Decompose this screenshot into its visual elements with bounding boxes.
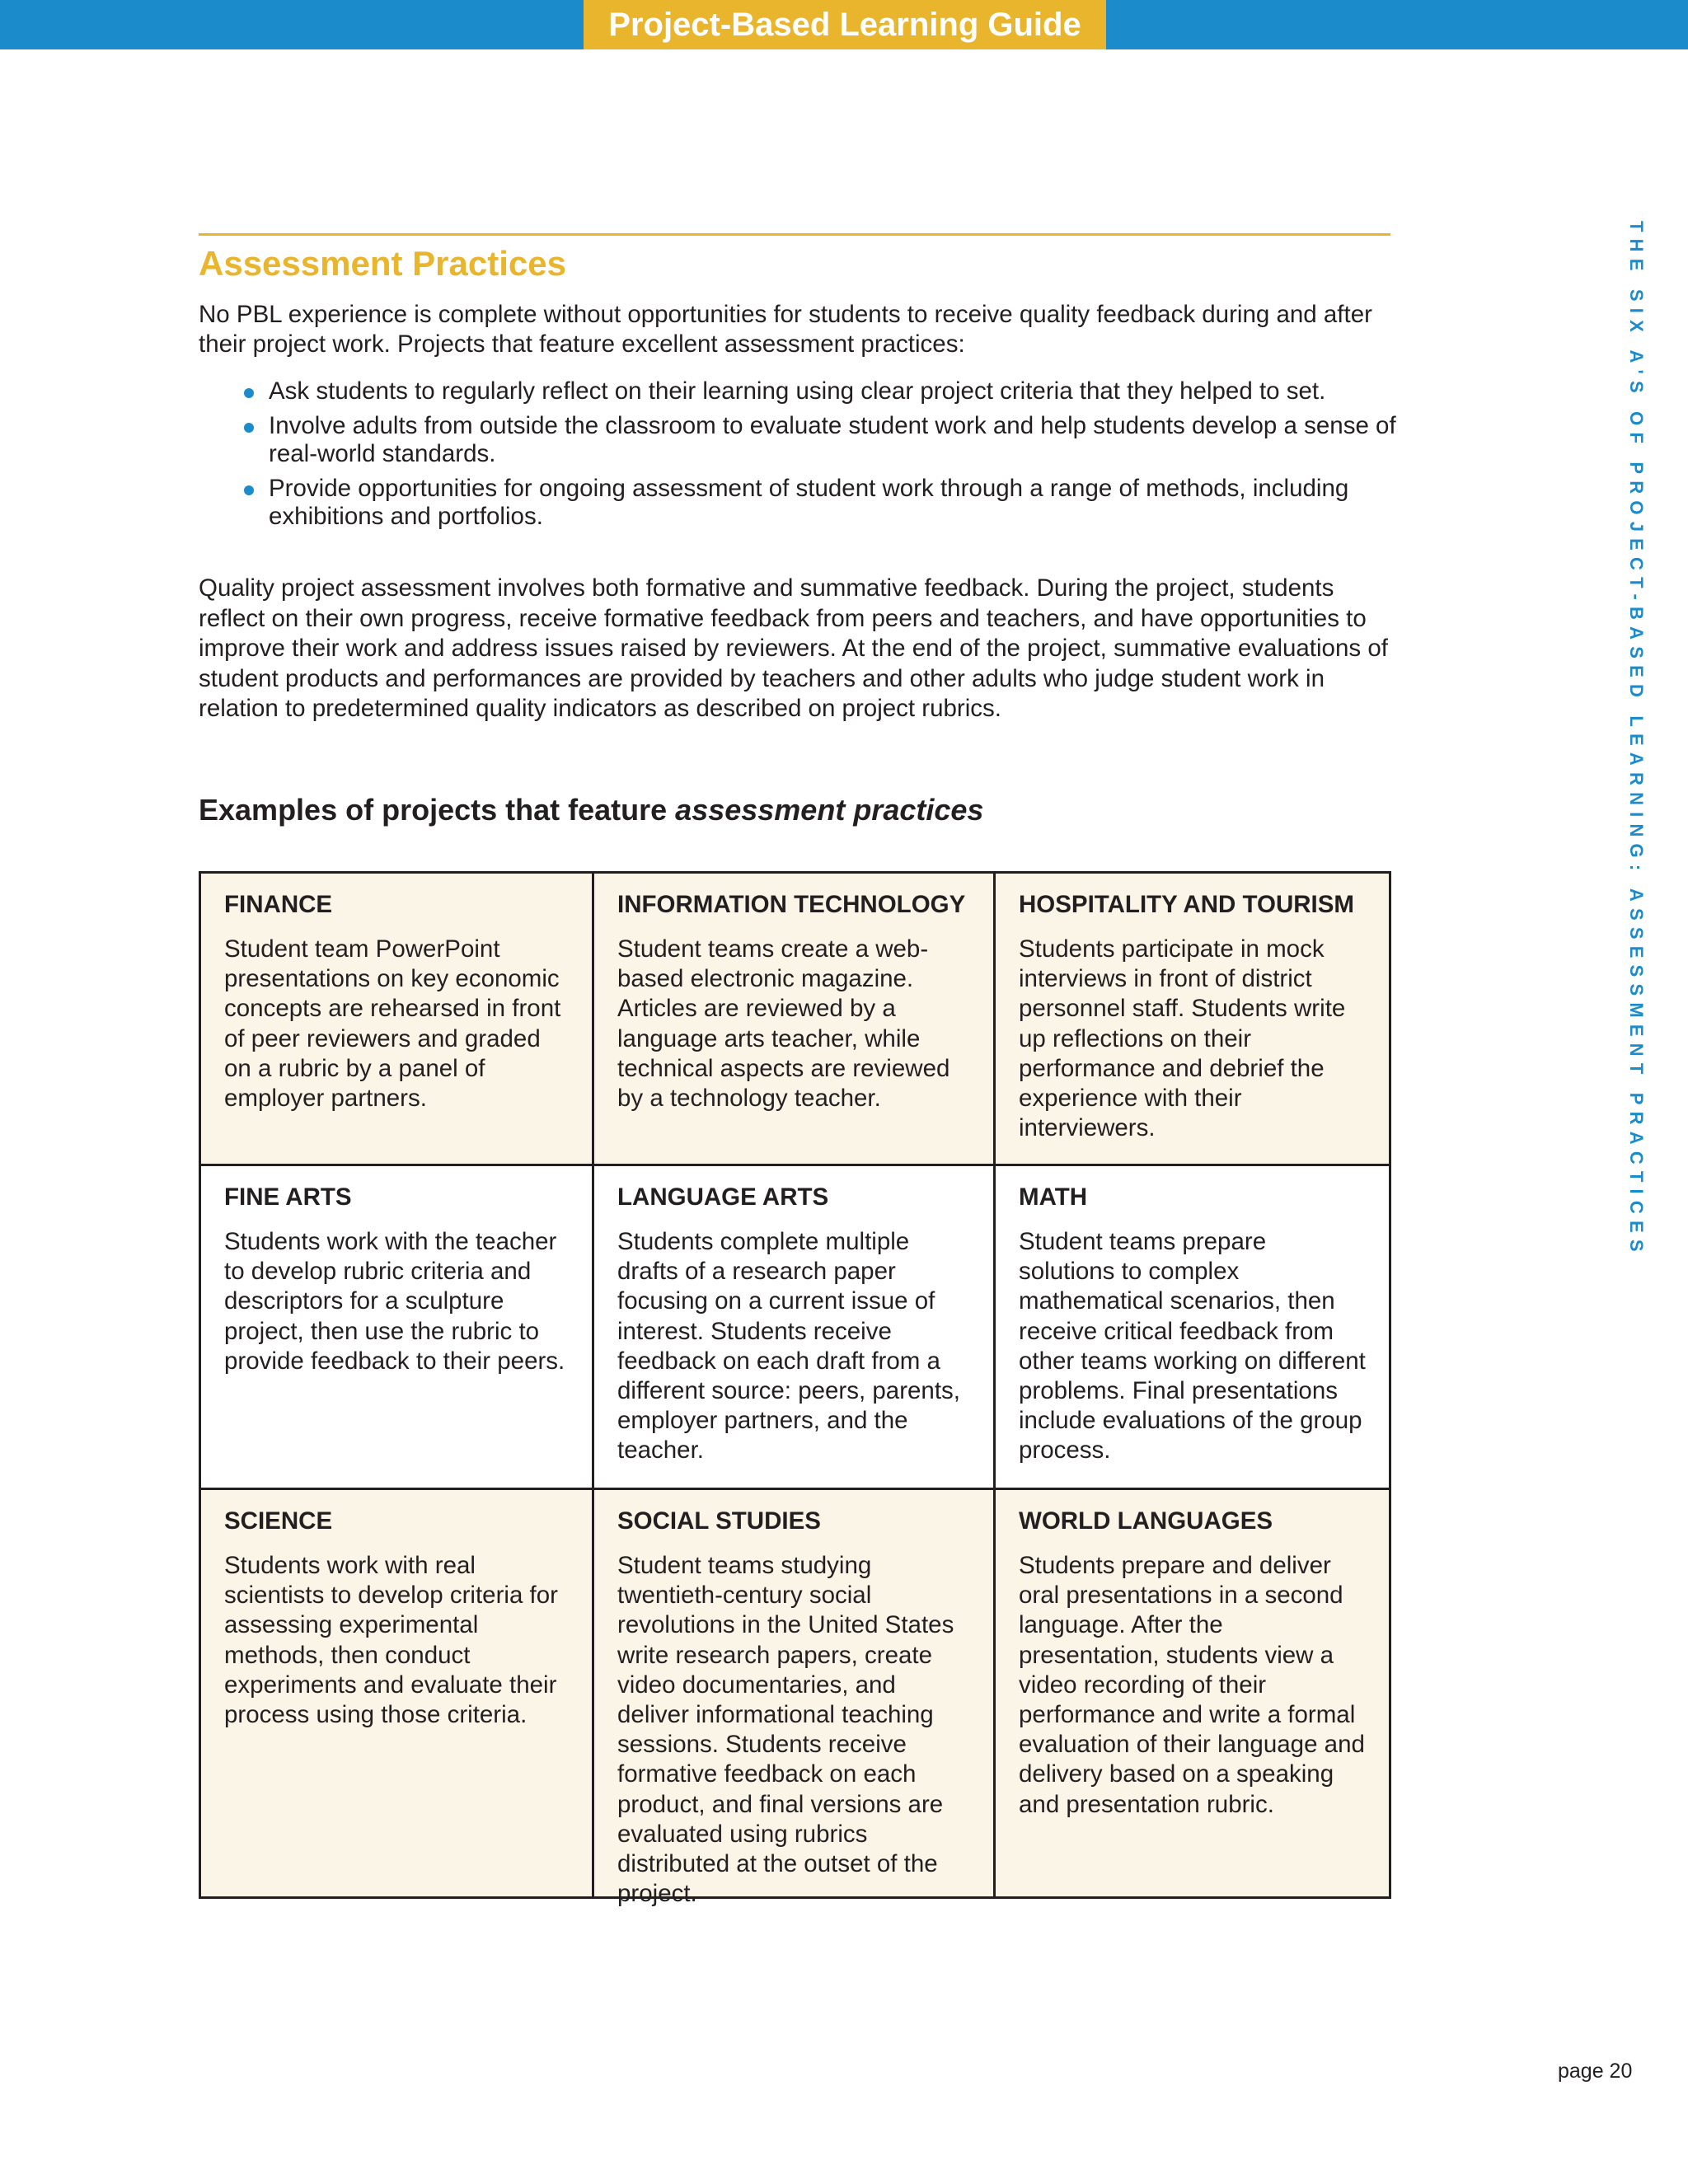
cell-text: Student team PowerPoint presentations on key economic concepts are rehearsed in front of peer reviewers and graded on a rubric by a panel of employer partners. — [224, 935, 561, 1113]
side-section-label: THE SIX A'S OF PROJECT-BASED LEARNING: ASSESSMENT PRACTICES — [1626, 221, 1647, 1258]
cell-text: Students complete multiple drafts of a research paper focusing on a current issue of interest. Students receive feedback on each draft from a different source: peers, parents, employer partners, and the teacher. — [617, 1228, 960, 1465]
example-cell-fine-arts — [201, 1166, 594, 1490]
cell-text: Student teams studying twentieth-century social revolutions in the United States write research papers, create video documentaries, and deliver informational teaching sessions. Students receive formative feedback on each product, and final versions are evaluated using rubrics distributed at the outset of the project. — [617, 1552, 954, 1908]
bullet-icon — [244, 388, 254, 398]
example-cell-math — [996, 1166, 1389, 1490]
guide-title: Project-Based Learning Guide — [584, 0, 1106, 49]
section-title: Assessment Practices — [199, 244, 566, 283]
list-item — [244, 377, 1414, 405]
cell-title: FINANCE — [224, 891, 333, 918]
example-cell-hospitality — [996, 874, 1389, 1166]
cell-text: Students work with real scientists to develop criteria for assessing experimental methods, then conduct experiments and evaluate their process using those criteria. — [224, 1552, 558, 1729]
cell-text: Student teams prepare solutions to complex mathematical scenarios, then receive critical feedback from other teams working on different problems. Final presentations include evaluations of the group process. — [1019, 1228, 1366, 1465]
cell-title: WORLD LANGUAGES — [1019, 1507, 1273, 1535]
list-item — [244, 412, 1414, 468]
example-cell-science — [201, 1490, 594, 1896]
example-cell-language-arts — [594, 1166, 996, 1490]
cell-title: HOSPITALITY AND TOURISM — [1019, 891, 1355, 918]
cell-text: Student teams create a web-based electronic magazine. Articles are reviewed by a language arts teacher, while technical aspects are reviewed by a technology teacher. — [617, 935, 950, 1113]
examples-heading-emphasis: assessment practices — [675, 793, 984, 827]
intro-paragraph: No PBL experience is complete without opportunities for students to receive quality feedback during and after their project work. Projects that feature excellent assessment practices: — [199, 301, 1372, 358]
list-item-text: Involve adults from outside the classroom to evaluate student work and help students develop a sense of real-world standards. — [269, 412, 1396, 467]
example-cell-information-technology — [594, 874, 996, 1166]
cell-text: Students participate in mock interviews in front of district personnel staff. Students write up reflections on their performance and debrief the experience with their interviewers. — [1019, 935, 1346, 1142]
list-item — [244, 475, 1414, 531]
examples-table — [199, 871, 1391, 1908]
page-number: page 20 — [1558, 2060, 1633, 2083]
example-cell-world-languages — [996, 1490, 1389, 1896]
examples-heading — [199, 790, 983, 831]
example-cell-finance — [201, 874, 594, 1166]
examples-heading-prefix: Examples of projects that feature — [199, 793, 676, 827]
cell-text: Students work with the teacher to develop rubric criteria and descriptors for a sculpture project, then use the rubric to provide feedback to their peers. — [224, 1228, 565, 1375]
list-item-text: Provide opportunities for ongoing assessment of student work through a range of methods, including exhibitions and portfolios. — [269, 475, 1349, 530]
cell-title: SCIENCE — [224, 1507, 333, 1535]
cell-title: FINE ARTS — [224, 1183, 352, 1211]
list-item-text: Ask students to regularly reflect on their learning using clear project criteria that they helped to set. — [269, 377, 1326, 405]
cell-title: LANGUAGE ARTS — [617, 1183, 829, 1211]
cell-title: INFORMATION TECHNOLOGY — [617, 891, 966, 918]
bullet-icon — [244, 485, 254, 495]
cell-text: Students prepare and deliver oral presentations in a second language. After the presentation, students view a video recording of their performance and write a formal evaluation of their language and delivery based on a speaking and presentation rubric. — [1019, 1552, 1365, 1818]
practices-list — [244, 377, 1414, 537]
example-cell-social-studies — [594, 1490, 996, 1908]
section-rule — [199, 233, 1390, 236]
cell-title: SOCIAL STUDIES — [617, 1507, 821, 1535]
cell-title: MATH — [1019, 1183, 1088, 1211]
bullet-icon — [244, 423, 254, 433]
body-paragraph: Quality project assessment involves both formative and summative feedback. During the project, students reflect on their own progress, receive formative feedback from peers and teachers, and have opportunities to improve their work and address issues raised by reviewers. At the end of the project, summative evaluations of student products and performances are provided by teachers and other adults who judge student work in relation to predetermined quality indicators as described on project rubrics. — [199, 574, 1388, 722]
